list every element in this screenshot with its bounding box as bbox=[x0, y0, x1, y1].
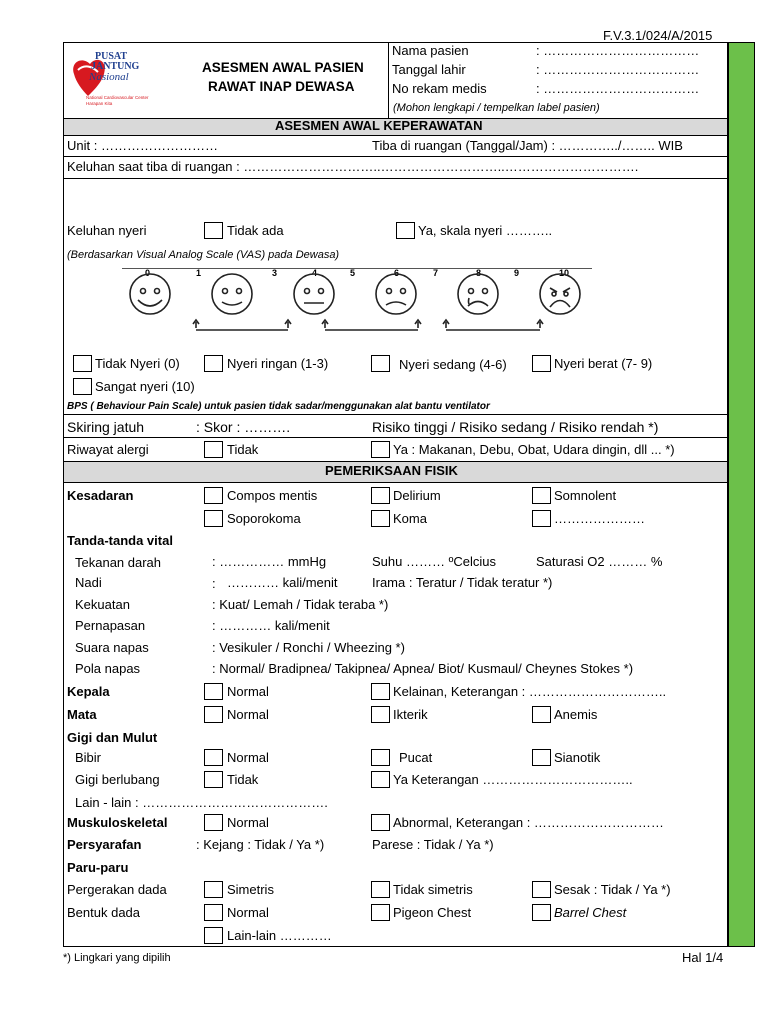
allergy-no-label: Tidak bbox=[227, 442, 259, 457]
musculoskeletal-abnormal-checkbox[interactable] bbox=[371, 814, 390, 831]
compos-mentis-checkbox[interactable] bbox=[204, 487, 223, 504]
fall-screening-label: Skiring jatuh bbox=[67, 419, 145, 435]
divider bbox=[64, 156, 727, 157]
vas-num-3: 3 bbox=[272, 268, 278, 278]
eye-ikterik-label: Ikterik bbox=[393, 707, 428, 722]
temperature-field[interactable]: Suhu ……… ºCelcius bbox=[372, 554, 496, 569]
logo-line3: Nasional bbox=[89, 71, 129, 83]
unit-field[interactable]: Unit : ……………………… bbox=[67, 138, 218, 153]
eye-label: Mata bbox=[67, 707, 97, 722]
pain-yes-label: Ya, skala nyeri ……….. bbox=[418, 223, 553, 238]
breath-sound-field[interactable]: : Vesikuler / Ronchi / Wheezing *) bbox=[212, 640, 405, 655]
vas-num-6: 6 bbox=[394, 268, 400, 278]
mouth-other-field[interactable]: Lain - lain : ……………………………………. bbox=[75, 795, 328, 810]
vas-num-10: 10 bbox=[559, 268, 570, 278]
green-side-strip bbox=[728, 42, 755, 947]
somnolent-checkbox[interactable] bbox=[532, 487, 551, 504]
patient-name-field[interactable]: : ……………………………… bbox=[536, 43, 700, 58]
vas-num-8: 8 bbox=[476, 268, 482, 278]
allergy-yes-label: Ya : Makanan, Debu, Obat, Udara dingin, dll ... *) bbox=[393, 442, 675, 457]
cavity-yes-label: Ya Keterangan …………………………….. bbox=[393, 772, 633, 787]
allergy-label: Riwayat alergi bbox=[67, 442, 149, 457]
pain-level-1-label: Nyeri ringan (1-3) bbox=[227, 356, 329, 371]
pain-level-4-label: Sangat nyeri (10) bbox=[95, 379, 195, 394]
blood-pressure-label: Tekanan darah bbox=[75, 555, 162, 570]
pain-level-3-label: Nyeri berat (7- 9) bbox=[554, 356, 653, 371]
soporokoma-checkbox[interactable] bbox=[204, 510, 223, 527]
shortness-breath-label: Sesak : Tidak / Ya *) bbox=[554, 882, 671, 897]
chest-asymmetric-label: Tidak simetris bbox=[393, 882, 473, 897]
chest-shape-label: Bentuk dada bbox=[67, 905, 141, 920]
pain-level-1-checkbox[interactable] bbox=[204, 355, 223, 372]
pain-level-0-label: Tidak Nyeri (0) bbox=[95, 356, 180, 371]
eye-normal-label: Normal bbox=[227, 707, 269, 722]
page-number: Hal 1/4 bbox=[682, 950, 724, 965]
vas-faces-icon bbox=[118, 272, 598, 336]
arrival-time-field[interactable]: Tiba di ruangan (Tanggal/Jam) : …………../…….. WIB bbox=[372, 138, 683, 153]
chest-other-checkbox[interactable] bbox=[204, 927, 223, 944]
chest-asymmetric-checkbox[interactable] bbox=[371, 881, 390, 898]
vas-num-4: 4 bbox=[312, 268, 318, 278]
section-title-fisik: PEMERIKSAAN FISIK bbox=[325, 463, 458, 478]
pigeon-chest-label: Pigeon Chest bbox=[393, 905, 472, 920]
logo-sub1: National Cardiovascular Center bbox=[86, 95, 149, 100]
vitals-label: Tanda-tanda vital bbox=[67, 533, 173, 548]
chest-shape-normal-checkbox[interactable] bbox=[204, 904, 223, 921]
pain-none-checkbox[interactable] bbox=[204, 222, 223, 239]
logo-line1: PUSAT bbox=[95, 51, 128, 62]
nervous-label: Persyarafan bbox=[67, 837, 142, 852]
patient-label-note: (Mohon lengkapi / tempelkan label pasien) bbox=[393, 102, 600, 114]
lips-cyanotic-checkbox[interactable] bbox=[532, 749, 551, 766]
fall-risk-options[interactable]: Risiko tinggi / Risiko sedang / Risiko rendah *) bbox=[372, 419, 659, 435]
chest-shape-normal-label: Normal bbox=[227, 905, 269, 920]
koma-checkbox[interactable] bbox=[371, 510, 390, 527]
logo-sub2: Harapan Kita bbox=[86, 101, 113, 106]
vas-note: (Berdasarkan Visual Analog Scale (VAS) pada Dewasa) bbox=[67, 249, 340, 261]
chest-symmetric-label: Simetris bbox=[227, 882, 274, 897]
seizure-field[interactable]: : Kejang : Tidak / Ya *) bbox=[196, 837, 325, 852]
chest-movement-label: Pergerakan dada bbox=[67, 882, 167, 897]
musculoskeletal-normal-label: Normal bbox=[227, 815, 269, 830]
vas-num-0: 0 bbox=[145, 268, 151, 278]
pain-level-2-label: Nyeri sedang (4-6) bbox=[399, 357, 507, 372]
vas-num-1: 1 bbox=[196, 268, 202, 278]
consciousness-other-field[interactable]: ………………… bbox=[554, 511, 645, 526]
eye-anemis-label: Anemis bbox=[554, 707, 598, 722]
pain-label: Keluhan nyeri bbox=[67, 223, 147, 238]
lips-cyanotic-label: Sianotik bbox=[554, 750, 601, 765]
section-title-keperawatan: ASESMEN AWAL KEPERAWATAN bbox=[275, 118, 483, 133]
consciousness-label: Kesadaran bbox=[67, 488, 134, 503]
fall-score-field[interactable]: : Skor : ………. bbox=[196, 419, 291, 435]
teeth-mouth-label: Gigi dan Mulut bbox=[67, 730, 158, 745]
head-normal-label: Normal bbox=[227, 684, 269, 699]
pain-level-0-checkbox[interactable] bbox=[73, 355, 92, 372]
vas-num-9: 9 bbox=[514, 268, 520, 278]
cavity-yes-checkbox[interactable] bbox=[371, 771, 390, 788]
breath-sound-label: Suara napas bbox=[75, 640, 149, 655]
blood-pressure-field[interactable]: : …………… mmHg bbox=[212, 554, 327, 569]
cavity-label: Gigi berlubang bbox=[75, 772, 160, 787]
musculoskeletal-label: Muskuloskeletal bbox=[67, 815, 168, 830]
divider bbox=[64, 414, 727, 415]
pain-level-2-checkbox[interactable] bbox=[371, 355, 390, 372]
lips-label: Bibir bbox=[75, 750, 102, 765]
soporokoma-label: Soporokoma bbox=[227, 511, 301, 526]
lips-normal-label: Normal bbox=[227, 750, 269, 765]
vas-num-7: 7 bbox=[433, 268, 439, 278]
logo-line2: JANTUNG bbox=[91, 61, 140, 72]
barrel-chest-label: Barrel Chest bbox=[554, 905, 627, 920]
patient-name-label: Nama pasien bbox=[392, 43, 469, 58]
oxygen-saturation-field[interactable]: Saturasi O2 ……… % bbox=[536, 554, 663, 569]
respiration-field[interactable]: : ………… kali/menit bbox=[212, 618, 330, 633]
lips-pale-checkbox[interactable] bbox=[371, 749, 390, 766]
shortness-breath-checkbox[interactable] bbox=[532, 881, 551, 898]
koma-label: Koma bbox=[393, 511, 427, 526]
lungs-label: Paru-paru bbox=[67, 860, 129, 875]
vas-num-5: 5 bbox=[350, 268, 356, 278]
medical-record-field[interactable]: : ……………………………… bbox=[536, 81, 700, 96]
title-line2: RAWAT INAP DEWASA bbox=[208, 79, 355, 94]
eye-ikterik-checkbox[interactable] bbox=[371, 706, 390, 723]
pulse-colon: : bbox=[212, 576, 216, 591]
chest-symmetric-checkbox[interactable] bbox=[204, 881, 223, 898]
allergy-yes-checkbox[interactable] bbox=[371, 441, 390, 458]
pulse-label: Nadi bbox=[75, 575, 102, 590]
pigeon-chest-checkbox[interactable] bbox=[371, 904, 390, 921]
delirium-label: Delirium bbox=[393, 488, 441, 503]
head-normal-checkbox[interactable] bbox=[204, 683, 223, 700]
lips-pale-label: Pucat bbox=[399, 750, 433, 765]
divider bbox=[64, 437, 727, 438]
somnolent-label: Somnolent bbox=[554, 488, 617, 503]
birthdate-field[interactable]: : ……………………………… bbox=[536, 62, 700, 77]
respiration-label: Pernapasan bbox=[75, 618, 146, 633]
head-abnormal-label: Kelainan, Keterangan : ………………………….. bbox=[393, 684, 667, 699]
strength-field[interactable]: : Kuat/ Lemah / Tidak teraba *) bbox=[212, 597, 389, 612]
paresis-field[interactable]: Parese : Tidak / Ya *) bbox=[372, 837, 494, 852]
barrel-chest-checkbox[interactable] bbox=[532, 904, 551, 921]
delirium-checkbox[interactable] bbox=[371, 487, 390, 504]
eye-normal-checkbox[interactable] bbox=[204, 706, 223, 723]
compos-mentis-label: Compos mentis bbox=[227, 488, 318, 503]
bps-note: BPS ( Behaviour Pain Scale) untuk pasien tidak sadar/menggunakan alat bantu ventilator bbox=[67, 401, 490, 412]
breath-pattern-field[interactable]: : Normal/ Bradipnea/ Takipnea/ Apnea/ Biot/ Kusmaul/ Cheynes Stokes *) bbox=[212, 661, 634, 676]
cavity-no-label: Tidak bbox=[227, 772, 259, 787]
musculoskeletal-normal-checkbox[interactable] bbox=[204, 814, 223, 831]
cavity-no-checkbox[interactable] bbox=[204, 771, 223, 788]
strength-label: Kekuatan bbox=[75, 597, 130, 612]
rhythm-field[interactable]: Irama : Teratur / Tidak teratur *) bbox=[372, 575, 553, 590]
medical-record-label: No rekam medis bbox=[392, 81, 487, 96]
divider bbox=[64, 178, 727, 179]
footer-note: *) Lingkari yang dipilih bbox=[63, 952, 171, 964]
pain-yes-checkbox[interactable] bbox=[396, 222, 415, 239]
pain-level-3-checkbox[interactable] bbox=[532, 355, 551, 372]
pulse-field[interactable]: ………… kali/menit bbox=[227, 575, 338, 590]
breath-pattern-label: Pola napas bbox=[75, 661, 141, 676]
eye-anemis-checkbox[interactable] bbox=[532, 706, 551, 723]
head-label: Kepala bbox=[67, 684, 110, 699]
birthdate-label: Tanggal lahir bbox=[392, 62, 466, 77]
head-abnormal-checkbox[interactable] bbox=[371, 683, 390, 700]
allergy-no-checkbox[interactable] bbox=[204, 441, 223, 458]
form-code: F.V.3.1/024/A/2015 bbox=[603, 28, 713, 43]
complaint-field[interactable]: Keluhan saat tiba di ruangan : …………………………..………………………..…………………………. bbox=[67, 159, 639, 174]
chest-other-field[interactable]: Lain-lain ………… bbox=[227, 928, 332, 943]
musculoskeletal-abnormal-label: Abnormal, Keterangan : ………………………… bbox=[393, 815, 664, 830]
title-line1: ASESMEN AWAL PASIEN bbox=[202, 60, 364, 75]
lips-normal-checkbox[interactable] bbox=[204, 749, 223, 766]
pain-level-4-checkbox[interactable] bbox=[73, 378, 92, 395]
header-divider bbox=[388, 42, 389, 118]
pain-none-label: Tidak ada bbox=[227, 223, 284, 238]
consciousness-other-checkbox[interactable] bbox=[532, 510, 551, 527]
vas-scale-line bbox=[122, 268, 592, 269]
